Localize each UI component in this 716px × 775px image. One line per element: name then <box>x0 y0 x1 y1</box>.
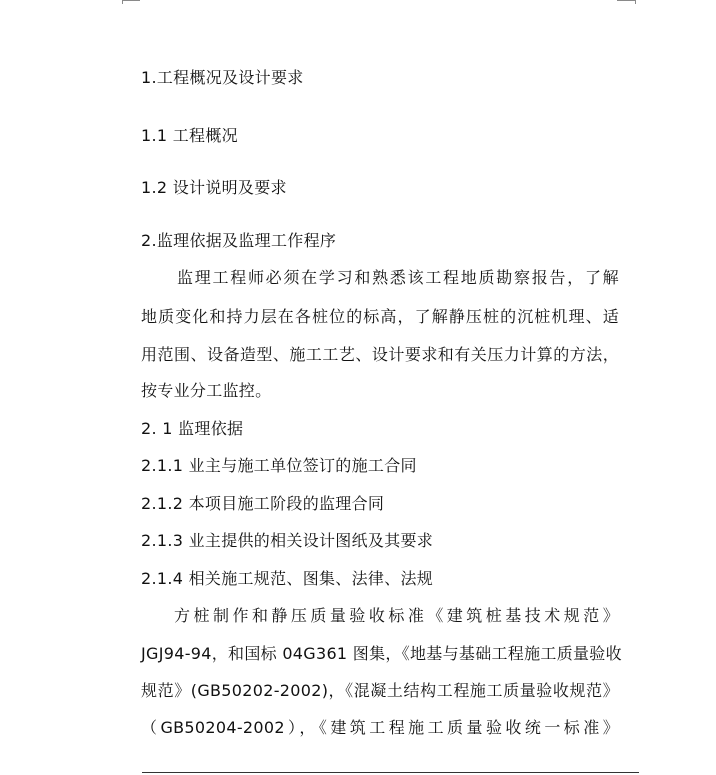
heading-1-2: 1.2 设计说明及要求 <box>141 178 287 197</box>
section-2-1-title: 2. 1 监理依据 <box>141 419 244 438</box>
heading-1: 1.工程概况及设计要求 <box>141 68 304 87</box>
heading-2: 2.监理依据及监理工作程序 <box>141 231 337 250</box>
paragraph-line: JGJ94-94，和国标 04G361 图集，《地基与基础工程施工质量验收 <box>141 644 622 663</box>
crop-mark-top-left <box>122 0 140 1</box>
paragraph-line: 地质变化和持力层在各桩位的标高，了解静压桩的沉桩机理、适 <box>141 307 619 326</box>
list-item: 2.1.4 相关施工规范、图集、法律、法规 <box>141 569 434 588</box>
paragraph-line: （GB50204-2002），《建筑工程施工质量验收统一标准》 <box>141 718 619 737</box>
list-item: 2.1.2 本项目施工阶段的监理合同 <box>141 494 385 513</box>
crop-mark-top-right <box>635 0 636 4</box>
paragraph-line: 方桩制作和静压质量验收标准《建筑桩基技术规范》 <box>174 606 619 625</box>
paragraph-line: 监理工程师必须在学习和熟悉该工程地质勘察报告，了解 <box>177 268 619 287</box>
paragraph-line: 规范》(GB50202-2002)，《混凝土结构工程施工质量验收规范》 <box>141 681 619 700</box>
crop-mark-top-right <box>617 0 635 1</box>
list-item: 2.1.1 业主与施工单位签订的施工合同 <box>141 456 417 475</box>
footer-rule <box>142 772 639 773</box>
paragraph-line: 按专业分工监控。 <box>141 381 272 400</box>
list-item: 2.1.3 业主提供的相关设计图纸及其要求 <box>141 531 434 550</box>
heading-1-1: 1.1 工程概况 <box>141 126 238 145</box>
paragraph-line: 用范围、设备造型、施工工艺、设计要求和有关压力计算的方法， <box>141 345 619 364</box>
